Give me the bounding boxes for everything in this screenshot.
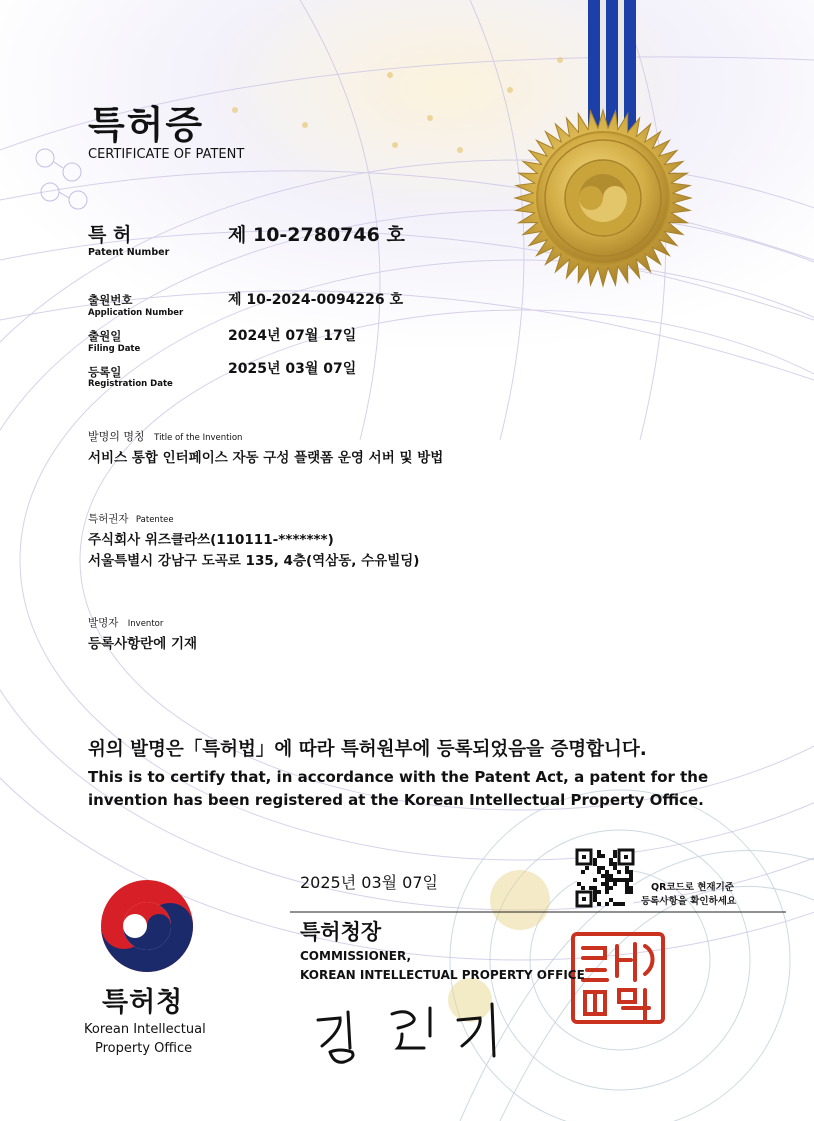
office-name-en-line1: Korean Intellectual [84, 1022, 206, 1037]
application-number-label-ko: 출원번호 [88, 293, 133, 307]
patentee-label-en: Patentee [135, 515, 174, 525]
registration-date-value: 2025년 03월 07일 [228, 361, 357, 377]
registration-date-label-ko: 등록일 [88, 365, 122, 379]
inventor-label [88, 615, 163, 630]
certificate-title-en: CERTIFICATE OF PATENT [88, 147, 245, 162]
issue-date: 2025년 03월 07일 [300, 873, 438, 892]
application-number-label-en: Application Number [88, 308, 184, 318]
commissioner-title-en-line1: COMMISSIONER, [300, 949, 412, 963]
office-name-en-line2: Property Office [95, 1041, 193, 1056]
invention-title-value: 서비스 통합 인터페이스 자동 구성 플랫폼 운영 서버 및 방법 [88, 450, 444, 466]
kipo-logo-icon [101, 880, 193, 972]
patentee-address: 서울특별시 강남구 도곡로 135, 4층(역삼동, 수유빌딩) [88, 553, 420, 569]
qr-code-icon [577, 850, 633, 906]
invention-title-label [88, 428, 242, 444]
filing-date-value: 2024년 07월 17일 [228, 328, 357, 344]
office-name-ko: 특허청 [102, 987, 184, 1018]
certificate-title-ko: 특허증 [88, 103, 205, 147]
certification-statement-en-line2: invention has been registered at the Korean Intellectual Property Office. [88, 791, 704, 809]
official-seal-stamp [573, 934, 663, 1022]
inventor-value: 등록사항란에 기재 [88, 636, 198, 652]
patentee-label-ko: 특허권자 [88, 513, 129, 525]
qr-note-line2: 등록사항을 확인하세요 [641, 896, 737, 907]
inventor-label-en: Inventor [127, 619, 164, 629]
application-number-value: 제 10-2024-0094226 호 [228, 292, 404, 308]
patent-number-label-ko: 특 허 [88, 224, 132, 246]
patent-number-value: 제 10-2780746 호 [228, 224, 405, 246]
qr-note-line1: QR코드로 현재기준 [651, 882, 734, 893]
commissioner-title-en-line2: KOREAN INTELLECTUAL PROPERTY OFFICE [300, 968, 585, 982]
invention-title-label-en: Title of the Invention [154, 433, 243, 443]
inventor-label-ko: 발명자 [88, 617, 119, 629]
certification-statement-en-line1: This is to certify that, in accordance with the Patent Act, a patent for the [88, 768, 709, 786]
commissioner-title-ko: 특허청장 [300, 920, 382, 944]
patentee-label [88, 511, 174, 526]
filing-date-label-en: Filing Date [88, 344, 141, 354]
registration-date-label-en: Registration Date [88, 379, 173, 389]
filing-date-label-ko: 출원일 [88, 329, 122, 343]
patentee-name: 주식회사 위즈클라쓰(110111-*******) [88, 532, 334, 548]
invention-title-label-ko: 발명의 명칭 [88, 430, 145, 443]
patent-number-label-en: Patent Number [88, 247, 170, 258]
certification-statement-ko: 위의 발명은「특허법」에 따라 특허원부에 등록되었음을 증명합니다. [88, 739, 647, 760]
